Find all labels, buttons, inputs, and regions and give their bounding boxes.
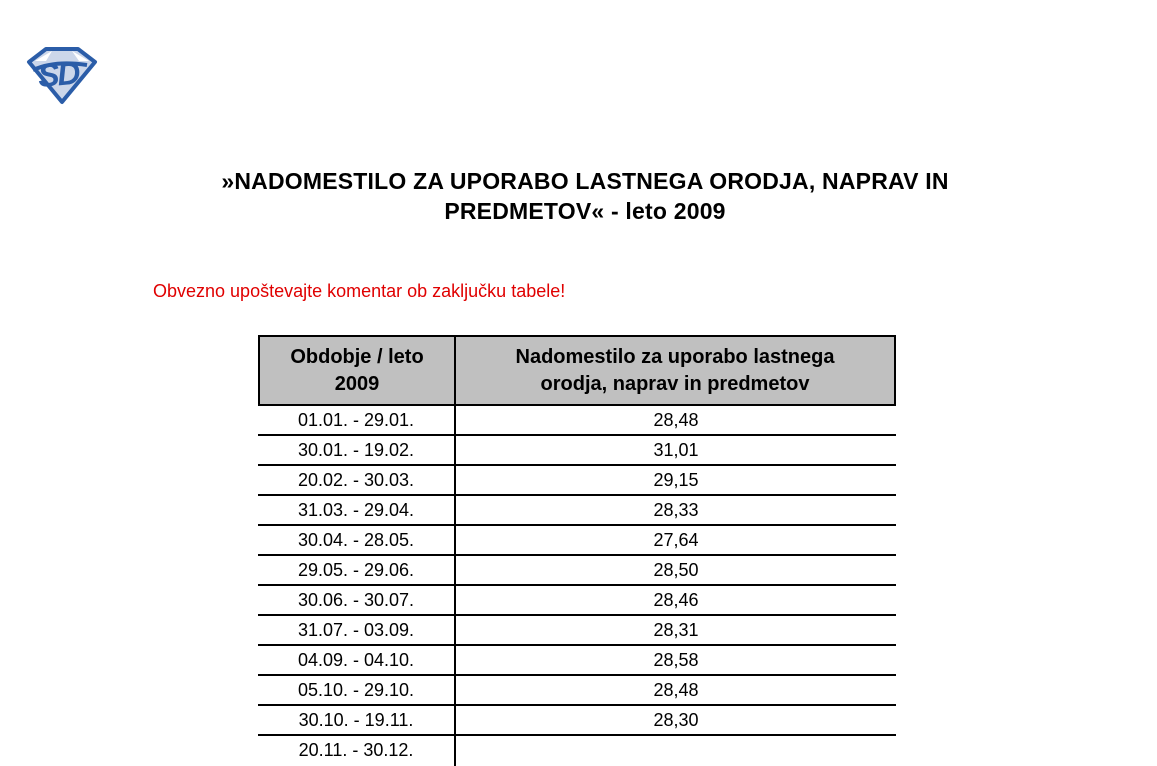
table-row <box>258 466 896 496</box>
table-row <box>258 556 896 586</box>
period-cell: 30.01. - 19.02. <box>297 440 415 460</box>
table-row <box>258 586 896 616</box>
value-cell: 29,15 <box>454 466 896 494</box>
rates-table <box>258 335 896 766</box>
value-cell: 28,30 <box>454 706 896 734</box>
value-cell: 28,50 <box>454 556 896 584</box>
table-header-row <box>258 335 896 406</box>
table-row <box>258 436 896 466</box>
table-row <box>258 526 896 556</box>
logo-letters: SD <box>36 54 80 95</box>
period-cell: 30.04. - 28.05. <box>297 530 415 550</box>
value-cell: 28,58 <box>454 646 896 674</box>
value-cell <box>454 736 896 766</box>
period-cell: 31.03. - 29.04. <box>297 500 415 520</box>
value-cell: 28,48 <box>454 406 896 434</box>
period-cell: 01.01. - 29.01. <box>297 410 415 430</box>
table-row <box>258 616 896 646</box>
value-cell: 28,46 <box>454 586 896 614</box>
sd-logo <box>25 45 99 105</box>
header-value-line2: orodja, naprav in predmetov <box>540 372 810 395</box>
table-row <box>258 706 896 736</box>
table-row <box>258 496 896 526</box>
period-cell: 20.02. - 30.03. <box>297 470 415 490</box>
header-period-column <box>260 337 456 404</box>
period-cell: 05.10. - 29.10. <box>297 680 415 700</box>
table-row <box>258 676 896 706</box>
value-cell: 31,01 <box>454 436 896 464</box>
page-title-line1: »NADOMESTILO ZA UPORABO LASTNEGA ORODJA, NAPRAV IN <box>221 168 949 194</box>
period-cell: 20.11. - 30.12. <box>298 740 414 760</box>
value-cell: 27,64 <box>454 526 896 554</box>
value-cell: 28,31 <box>454 616 896 644</box>
page-title-line2: PREDMETOV« - leto 2009 <box>444 198 726 224</box>
header-value-line1: Nadomestilo za uporabo lastnega <box>515 345 835 368</box>
period-cell: 30.10. - 19.11. <box>298 710 414 730</box>
notice-text: Obvezno upoštevajte komentar ob zaključku tabele! <box>153 281 566 301</box>
page-title <box>150 166 1020 226</box>
period-cell: 31.07. - 03.09. <box>297 620 415 640</box>
value-cell: 28,48 <box>454 676 896 704</box>
header-value-column <box>456 337 894 404</box>
header-period-line1: Obdobje / leto <box>290 345 424 368</box>
period-cell: 04.09. - 04.10. <box>297 650 415 670</box>
period-cell: 29.05. - 29.06. <box>297 560 415 580</box>
period-cell: 30.06. - 30.07. <box>297 590 415 610</box>
value-cell: 28,33 <box>454 496 896 524</box>
table-row <box>258 646 896 676</box>
table-row-partial <box>258 736 896 766</box>
table-row <box>258 406 896 436</box>
header-period-line2: 2009 <box>334 372 380 395</box>
